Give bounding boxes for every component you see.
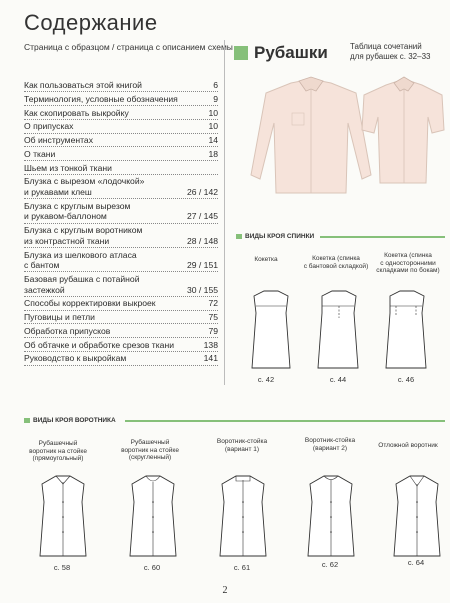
toc-item-page: 79 bbox=[208, 325, 218, 336]
collar-page-2: с. 60 bbox=[143, 563, 161, 572]
toc-item bbox=[24, 225, 218, 248]
heading-marker-icon bbox=[24, 418, 30, 423]
toc-item-title: Способы корректировки выкроек bbox=[24, 298, 156, 309]
back-yoke-drawing bbox=[252, 291, 290, 368]
toc-item bbox=[24, 250, 218, 273]
toc-item-page: 6 bbox=[213, 80, 218, 90]
toc-item-title: Об инструментах bbox=[24, 135, 94, 146]
toc-item-title: Руководство к выкройкам bbox=[24, 353, 127, 364]
collar-caption-4: Воротник-стойка (вариант 2) bbox=[304, 437, 356, 452]
back-view-page-3: с. 46 bbox=[397, 375, 415, 384]
toc-item-page: 72 bbox=[208, 298, 218, 309]
toc-item-title: О припусках bbox=[24, 121, 74, 132]
collar-page-5: с. 64 bbox=[407, 558, 425, 567]
toc-item-title: Блузка из шелкового атласа с бантом bbox=[24, 249, 137, 271]
toc-item-page: 9 bbox=[213, 93, 218, 104]
short-sleeve-shirt-photo bbox=[362, 77, 444, 183]
section-title: Рубашки bbox=[254, 43, 328, 62]
toc-item-title: Терминология, условные обозначения bbox=[24, 93, 178, 104]
toc-item bbox=[24, 312, 218, 324]
collar-views-heading-text: ВИДЫ КРОЯ ВОРОТНИКА bbox=[33, 417, 116, 424]
toc-item bbox=[24, 274, 218, 297]
toc-item-title: Обработка припусков bbox=[24, 325, 111, 336]
toc-item-title: Базовая рубашка с потайной застежкой bbox=[24, 273, 140, 295]
toc-item bbox=[24, 121, 218, 133]
toc-item-title: Об обтачке и обработке срезов ткани bbox=[24, 339, 175, 350]
toc-item bbox=[24, 298, 218, 310]
back-view-page-1: с. 42 bbox=[257, 375, 275, 384]
toc-item-title: О ткани bbox=[24, 148, 56, 159]
toc-item bbox=[24, 326, 218, 338]
toc-item-title: Блузка с круглым вырезом и рукавом-баллоном bbox=[24, 200, 131, 222]
toc-item-title: Шьем из тонкой ткани bbox=[24, 162, 112, 173]
toc-item bbox=[24, 340, 218, 352]
back-view-drawings bbox=[236, 288, 450, 373]
back-view-caption-2: Кокетка (спинка с бантовой складкой) bbox=[303, 255, 369, 270]
collar-views-rule bbox=[125, 420, 445, 422]
toc-item-title: Блузка с вырезом «лодочкой» и рукавами клеш bbox=[24, 176, 145, 198]
toc-item-title: Как скопировать выкройку bbox=[24, 107, 129, 118]
collar-page-1: с. 58 bbox=[53, 563, 71, 572]
toc-item bbox=[24, 149, 218, 161]
table-of-contents bbox=[24, 80, 218, 367]
toc-item bbox=[24, 94, 218, 106]
back-side-pleats-drawing bbox=[386, 291, 426, 368]
toc-item bbox=[24, 176, 218, 199]
heading-marker-icon bbox=[236, 234, 242, 239]
back-view-caption-3: Кокетка (спинка с односторонними складками по бокам) bbox=[376, 252, 440, 274]
shirt-photos bbox=[236, 75, 446, 200]
toc-item-title: Блузка с круглым воротником из контрастной ткани bbox=[24, 225, 143, 246]
toc-item bbox=[24, 201, 218, 224]
column-divider bbox=[224, 40, 225, 385]
toc-item-page: 141 bbox=[203, 353, 218, 364]
back-views-rule bbox=[320, 236, 445, 238]
toc-item-page: 18 bbox=[208, 148, 218, 159]
toc-item bbox=[24, 163, 218, 175]
toc-item bbox=[24, 353, 218, 365]
toc-item-page: 27 / 145 bbox=[186, 211, 218, 222]
section-marker-icon bbox=[234, 46, 248, 60]
back-box-pleat-drawing bbox=[318, 291, 358, 368]
back-views-heading bbox=[236, 233, 314, 240]
long-sleeve-shirt-photo bbox=[251, 77, 371, 193]
toc-item-page: 138 bbox=[203, 339, 218, 350]
back-views-heading-text: ВИДЫ КРОЯ СПИНКИ bbox=[245, 233, 315, 240]
toc-item-page: 29 / 151 bbox=[186, 260, 218, 271]
toc-item-page: 28 / 148 bbox=[186, 235, 218, 246]
table-reference: Таблица сочетаний для рубашек с. 32–33 bbox=[350, 42, 431, 61]
toc-item-page: 75 bbox=[208, 312, 218, 323]
collar-page-4: с. 62 bbox=[321, 560, 339, 569]
toc-item-page: 14 bbox=[208, 135, 218, 146]
subtitle: Страница с образцом / страница с описанием схемы bbox=[24, 42, 233, 52]
toc-item-page: 10 bbox=[208, 107, 218, 118]
toc-item-page: 26 / 142 bbox=[186, 187, 218, 198]
toc-item bbox=[24, 135, 218, 147]
toc-item-page: 30 / 155 bbox=[186, 284, 218, 295]
collar-caption-1: Рубашечный воротник на стойке (прямоугольный) bbox=[29, 440, 87, 462]
back-view-caption-1: Кокетка bbox=[254, 256, 278, 263]
collar-views-heading bbox=[24, 417, 116, 424]
collar-caption-2: Рубашечный воротник на стойке (скругленный) bbox=[121, 439, 179, 461]
collar-page-3: с. 61 bbox=[233, 563, 251, 572]
collar-caption-5: Отложной воротник bbox=[378, 442, 438, 449]
page-number: 2 bbox=[222, 585, 228, 596]
back-view-page-2: с. 44 bbox=[329, 375, 347, 384]
collar-drawings bbox=[20, 472, 450, 562]
toc-item-title: Как пользоваться этой книгой bbox=[24, 80, 142, 90]
toc-item bbox=[24, 108, 218, 120]
toc-item-title: Пуговицы и петли bbox=[24, 312, 95, 323]
toc-item bbox=[24, 80, 218, 92]
toc-item-page: 10 bbox=[208, 121, 218, 132]
page-title: Содержание bbox=[24, 10, 158, 35]
collar-caption-3: Воротник-стойка (вариант 1) bbox=[216, 438, 268, 453]
